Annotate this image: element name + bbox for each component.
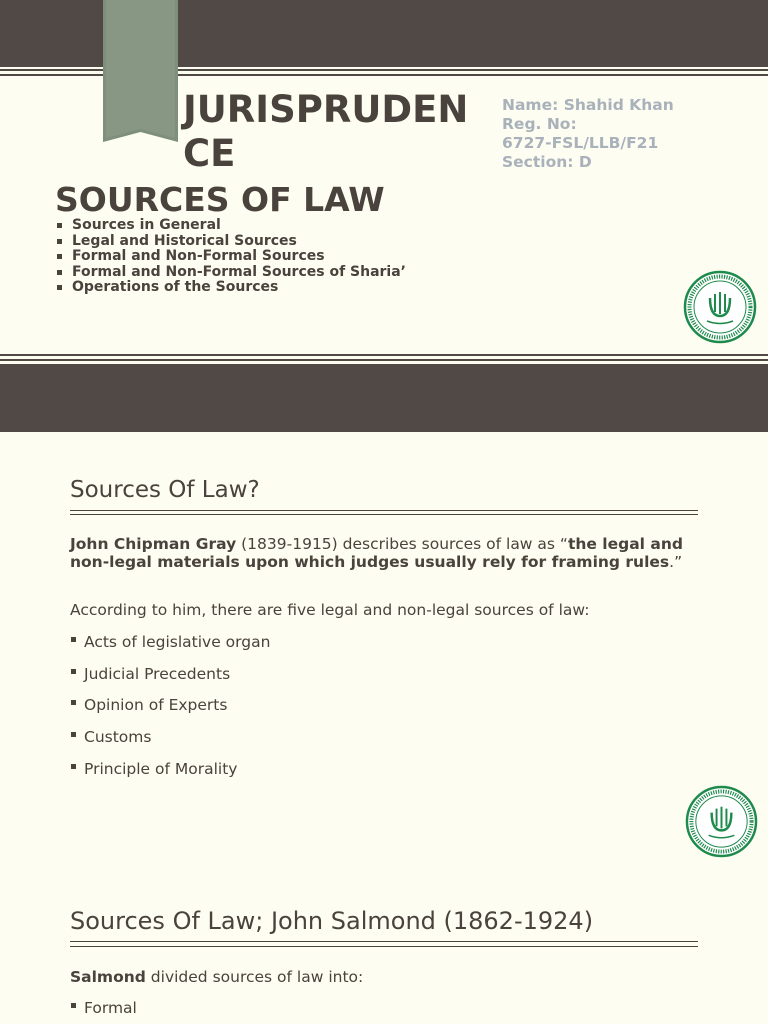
section: Section: D bbox=[502, 153, 592, 171]
bottom-rule bbox=[0, 354, 768, 356]
author-name: Salmond bbox=[70, 968, 146, 986]
lead-text: According to him, there are five legal and non-legal sources of law: bbox=[70, 601, 590, 619]
gray-definition bbox=[70, 536, 695, 571]
slide-salmond bbox=[0, 864, 768, 1024]
list-item: Customs bbox=[70, 727, 270, 759]
list-item: Legal and Historical Sources bbox=[55, 234, 406, 250]
bottom-rule-2 bbox=[0, 359, 768, 361]
definition-quote: the legal and non-legal materials upon which judges usually rely for framing rules bbox=[70, 535, 683, 571]
list-item: Acts of legislative organ bbox=[70, 632, 270, 664]
heading-rule-2 bbox=[70, 946, 698, 947]
author-name: John Chipman Gray bbox=[70, 535, 237, 553]
list-item: Principle of Morality bbox=[70, 759, 270, 791]
list-item: Opinion of Experts bbox=[70, 695, 270, 727]
university-seal-icon bbox=[685, 785, 758, 858]
reg-number: 6727-FSL/LLB/F21 bbox=[502, 134, 659, 152]
heading-rule bbox=[70, 941, 698, 942]
student-info bbox=[502, 96, 674, 172]
salmond-list bbox=[70, 998, 137, 1024]
list-item: Operations of the Sources bbox=[55, 280, 406, 296]
student-name: Name: Shahid Khan bbox=[502, 96, 674, 114]
intro-text: divided sources of law into: bbox=[145, 968, 364, 986]
heading-rule-2 bbox=[70, 514, 698, 515]
sources-list bbox=[70, 632, 270, 790]
list-item: Judicial Precedents bbox=[70, 664, 270, 696]
quote-close: .” bbox=[669, 552, 683, 571]
title-slide bbox=[0, 0, 768, 432]
bookmark-ribbon-icon bbox=[103, 0, 178, 142]
list-item: Sources in General bbox=[55, 218, 406, 234]
list-item: Formal bbox=[70, 998, 137, 1024]
slide-heading: Sources Of Law? bbox=[70, 477, 260, 503]
slide-heading: Sources Of Law; John Salmond (1862-1924) bbox=[70, 907, 594, 935]
list-item: Formal and Non-Formal Sources of Sharia’ bbox=[55, 265, 406, 281]
topic-list bbox=[55, 218, 406, 296]
university-seal-icon bbox=[683, 270, 757, 344]
bottom-band bbox=[0, 364, 768, 432]
list-item: Formal and Non-Formal Sources bbox=[55, 249, 406, 265]
author-dates: (1839-1915) describes sources of law as “ bbox=[236, 535, 568, 553]
presentation-title: JURISPRUDENCE bbox=[183, 88, 469, 175]
heading-rule bbox=[70, 510, 698, 511]
reg-label: Reg. No: bbox=[502, 115, 577, 133]
slide-subtitle: SOURCES OF LAW bbox=[55, 180, 385, 219]
salmond-intro bbox=[70, 969, 695, 987]
slide-sources-of-law bbox=[0, 432, 768, 864]
